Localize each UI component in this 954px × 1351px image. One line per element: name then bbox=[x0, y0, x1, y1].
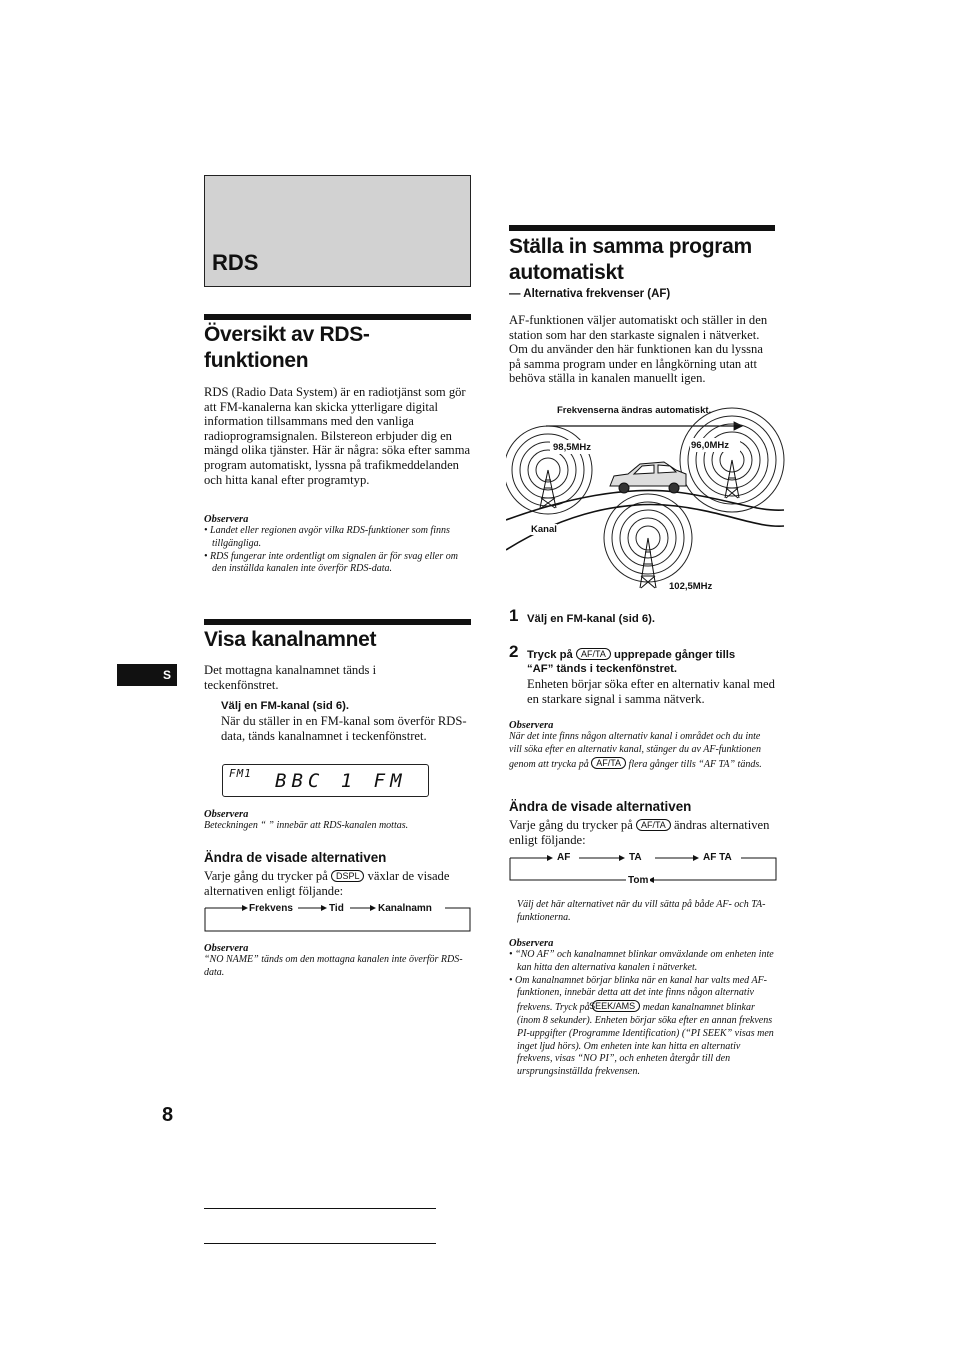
diagram-kanal-label: Kanal bbox=[531, 524, 557, 535]
af-step2-text: Enheten börjar söka efter en alternativ kanal med en starkare signal i samma nätverk. bbox=[527, 677, 775, 706]
step-number: 1 bbox=[509, 606, 519, 625]
channel-note bbox=[204, 809, 472, 833]
language-tab: S bbox=[117, 664, 177, 686]
note-text: Beteckningen “ ” innebär att RDS-kanalen mottas. bbox=[204, 820, 409, 831]
diagram-freq-bottom: 102,5MHz bbox=[669, 581, 713, 592]
note-item: • Landet eller regionen avgör vilka RDS-funktioner som finns tillgängliga. bbox=[204, 525, 450, 549]
page-number: 8 bbox=[162, 1104, 174, 1126]
step-select-fm-text: När du ställer in en FM-kanal som överför RDS-data, tänds kanalnamnet i teckenfönstret. bbox=[221, 714, 467, 743]
note-item: • RDS fungerar inte ordentligt om signalen är för svag eller om den inställda kanalen inte överför RDS-data. bbox=[204, 550, 458, 575]
diagram-freq-right: 96,0MHz bbox=[691, 440, 730, 451]
dspl-key: DSPL bbox=[331, 870, 365, 882]
section-rule bbox=[204, 619, 471, 625]
rds-header-title: RDS bbox=[212, 250, 259, 275]
section-overview bbox=[204, 322, 471, 374]
af-title: Ställa in samma program automatiskt bbox=[509, 235, 752, 284]
channel-name-body: Det mottagna kanalnamnet tänds i teckenfönstret. bbox=[204, 663, 377, 692]
af-note1 bbox=[509, 720, 775, 771]
note-text: “NO NAME” tänds om den mottagna kanalen inte överför RDS-data. bbox=[204, 954, 463, 978]
channel-name-title: Visa kanalnamnet bbox=[204, 628, 377, 651]
af-step2: Tryck på AF/TA upprepade gånger tills “AF” tänds i teckenfönstret. bbox=[527, 649, 736, 675]
diagram-arrow-label: Frekvenserna ändras automatiskt. bbox=[557, 405, 712, 416]
af-subtitle: — Alternativa frekvenser (AF) bbox=[509, 288, 671, 300]
af-body: AF-funktionen väljer automatiskt och ställer in den station som har den starkaste signalen i nätverket. Om du använder den här funktionen kan du lyssna på samma program under en långkörning utan att behöva ställa in kanalen manuellt igen. bbox=[509, 313, 768, 386]
flow-kanalnamn: Kanalnamn bbox=[378, 903, 432, 914]
af-ta-key: AF/TA bbox=[636, 819, 671, 831]
footer-rule bbox=[204, 1243, 436, 1244]
af-flow-note: Välj det här alternativet när du vill sätta på både AF- och TA-funktionerna. bbox=[517, 899, 766, 923]
seek-ams-key: SEEK/AMS bbox=[592, 1000, 640, 1012]
rds-header-box bbox=[204, 175, 471, 287]
footer-rule bbox=[204, 1208, 436, 1209]
af-ta-key: AF/TA bbox=[576, 648, 611, 660]
flow-tom: Tom bbox=[628, 875, 649, 886]
lcd-channel-name: BBC 1 FM bbox=[275, 770, 407, 792]
overview-title: Översikt av RDS- funktionen bbox=[204, 323, 370, 372]
af-note2 bbox=[509, 938, 777, 1079]
step-select-fm: Välj en FM-kanal (sid 6). bbox=[221, 700, 350, 712]
overview-notes bbox=[204, 514, 472, 576]
lcd-band: FM1 bbox=[229, 767, 252, 780]
af-diagram bbox=[506, 402, 786, 600]
car-icon bbox=[610, 462, 686, 493]
note-title: Observera bbox=[204, 809, 249, 820]
note-title: Observera bbox=[204, 943, 249, 954]
flow-af-ta: AF TA bbox=[703, 852, 732, 863]
lcd-display bbox=[222, 764, 429, 797]
af-step1: Välj en FM-kanal (sid 6). bbox=[527, 613, 656, 625]
change-display-body: Varje gång du trycker på DSPL växlar de visade alternativen enligt följande: bbox=[204, 869, 450, 898]
note-title: Observera bbox=[509, 938, 554, 949]
step-number: 2 bbox=[509, 642, 519, 661]
note-text: När det inte finns någon alternativ kanal i området och du inte vill söka efter en alternativ kanal, stänger du av AF-funktionen genom att trycka på AF/TA flera gånger tills “AF TA” tänds. bbox=[509, 731, 762, 770]
note-title: Observera bbox=[204, 514, 249, 525]
change-display-title: Ändra de visade alternativen bbox=[204, 850, 387, 865]
af-change-body: Varje gång du trycker på AF/TA ändras alternativen enligt följande: bbox=[509, 818, 770, 847]
note-title: Observera bbox=[509, 720, 554, 731]
flow-af: AF bbox=[557, 852, 571, 863]
overview-body: RDS (Radio Data System) är en radiotjänst som gör att FM-kanalerna kan skicka ytterligare digital information tillsammans med den vanliga radioprogramsignalen. Bilstereon erbjuder dig en mängd olika tjänster. Här är några: söka efter samma program automatiskt, lyssna på trafikmeddelanden och hitta kanal efter programtyp. bbox=[204, 385, 471, 487]
section-rule bbox=[204, 314, 471, 320]
section-rule bbox=[509, 225, 775, 231]
af-change-title: Ändra de visade alternativen bbox=[509, 799, 692, 814]
flow-tid: Tid bbox=[329, 903, 344, 914]
af-ta-key: AF/TA bbox=[591, 757, 626, 769]
flow-ta: TA bbox=[629, 852, 642, 863]
no-name-note bbox=[204, 943, 476, 980]
flow-frekvens: Frekvens bbox=[249, 903, 293, 914]
note-item: • Om kanalnamnet börjar blinka när en kanal har valts med AF-funktionen, innebär detta att det inte finns någon alternativ frekvens. Tryck på SEEK/AMS medan kanalnamnet blinkar (inom 8 sekunder). Enheten börjar söka efter en annan frekvens PI-uppgifter (Programme Identification) (“PI SEEK” visas men inget ljud hörs). Om enheten inte kan hitta en alternativ frekvens, visas “NO PI”, och enheten återgår till den ursprungsinställda frekvensen. bbox=[509, 974, 774, 1078]
note-item: • “NO AF” och kanalnamnet blinkar omväxlande om enheten inte kan hitta den alternativa kanalen i nätverket. bbox=[509, 949, 774, 973]
diagram-freq-left: 98,5MHz bbox=[553, 442, 592, 453]
